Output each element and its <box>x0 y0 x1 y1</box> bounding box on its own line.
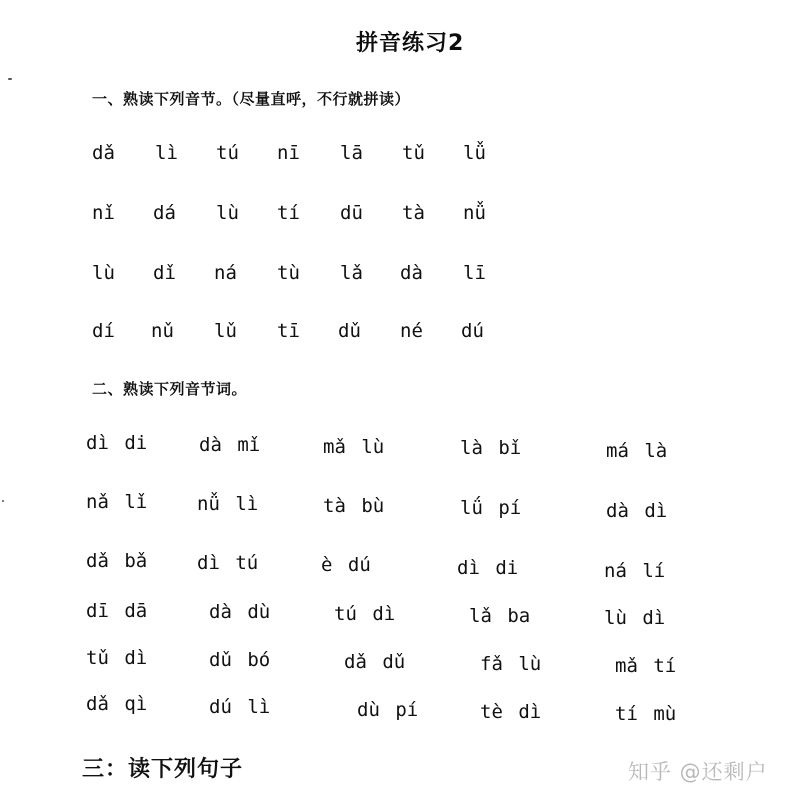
section-2-heading: 二、熟读下列音节词。 <box>92 380 248 398</box>
syllable-word: dì di <box>457 557 519 579</box>
syllable: tǔ <box>402 142 425 164</box>
syllable-word: mǎ lù <box>323 436 385 458</box>
syllable: tù <box>277 262 300 284</box>
syllable: tī <box>277 320 300 342</box>
scan-speck <box>8 78 12 80</box>
syllable-word: tǔ dì <box>86 647 148 669</box>
syllable: lī <box>463 262 486 284</box>
section-3-heading: 三：读下列句子 <box>82 757 244 782</box>
syllable-word: dì tú <box>197 552 259 574</box>
syllable: lǔ <box>214 320 237 342</box>
syllable-word: mǎ tí <box>615 655 677 677</box>
syllable-word: dì di <box>86 432 148 454</box>
syllable: dǔ <box>338 320 361 342</box>
syllable: nī <box>277 142 300 164</box>
syllable: lù <box>216 202 239 224</box>
syllable-word: dà dì <box>606 500 668 522</box>
syllable-word: là bǐ <box>460 437 522 459</box>
syllable: tí <box>277 202 300 224</box>
syllable: dá <box>153 202 176 224</box>
syllable: lì <box>155 142 178 164</box>
syllable: tà <box>402 202 425 224</box>
syllable: né <box>400 320 423 342</box>
syllable-word: tú dì <box>334 603 396 625</box>
syllable-word: dà mǐ <box>199 434 261 456</box>
syllable: dǐ <box>153 262 176 284</box>
watermark: 知乎 @还剩户 <box>628 760 768 784</box>
syllable-word: lù dì <box>604 607 666 629</box>
syllable: lǚ <box>463 142 486 164</box>
syllable: dà <box>400 262 423 284</box>
syllable: nǚ <box>463 202 486 224</box>
syllable-word: dǎ bǎ <box>86 550 148 572</box>
syllable-word: è dú <box>321 554 371 576</box>
syllable: nǐ <box>92 202 115 224</box>
syllable: dǎ <box>92 142 115 164</box>
syllable: lā <box>340 142 363 164</box>
syllable-word: lǘ pí <box>460 497 522 519</box>
syllable-word: dǎ qì <box>86 693 148 715</box>
page-title: 拼音练习2 <box>356 31 465 56</box>
syllable-word: dà dù <box>209 601 271 623</box>
syllable-word: fǎ lù <box>480 653 542 675</box>
syllable-word: dǔ bó <box>209 649 271 671</box>
syllable-word: ná lí <box>604 560 666 582</box>
syllable-word: lǎ ba <box>469 605 531 627</box>
section-1-heading: 一、熟读下列音节。（尽量直呼，不行就拼读） <box>92 90 411 108</box>
syllable-word: tè dì <box>480 701 542 723</box>
syllable-word: dù pí <box>357 699 419 721</box>
syllable-word: dī dā <box>86 600 148 622</box>
syllable-word: nǎ lǐ <box>86 491 148 513</box>
scan-speck <box>2 500 4 502</box>
syllable: dú <box>461 320 484 342</box>
syllable-word: nǚ lì <box>197 493 259 515</box>
syllable: nǔ <box>151 320 174 342</box>
syllable-word: dú lì <box>209 696 271 718</box>
syllable: dí <box>92 320 115 342</box>
syllable: lù <box>92 262 115 284</box>
syllable-word: má là <box>606 440 668 462</box>
syllable: tú <box>216 142 239 164</box>
syllable-word: dǎ dǔ <box>344 651 406 673</box>
syllable: ná <box>214 262 237 284</box>
syllable-word: tà bù <box>323 495 385 517</box>
syllable-word: tí mù <box>615 703 677 725</box>
syllable: lǎ <box>340 262 363 284</box>
syllable: dū <box>340 202 363 224</box>
